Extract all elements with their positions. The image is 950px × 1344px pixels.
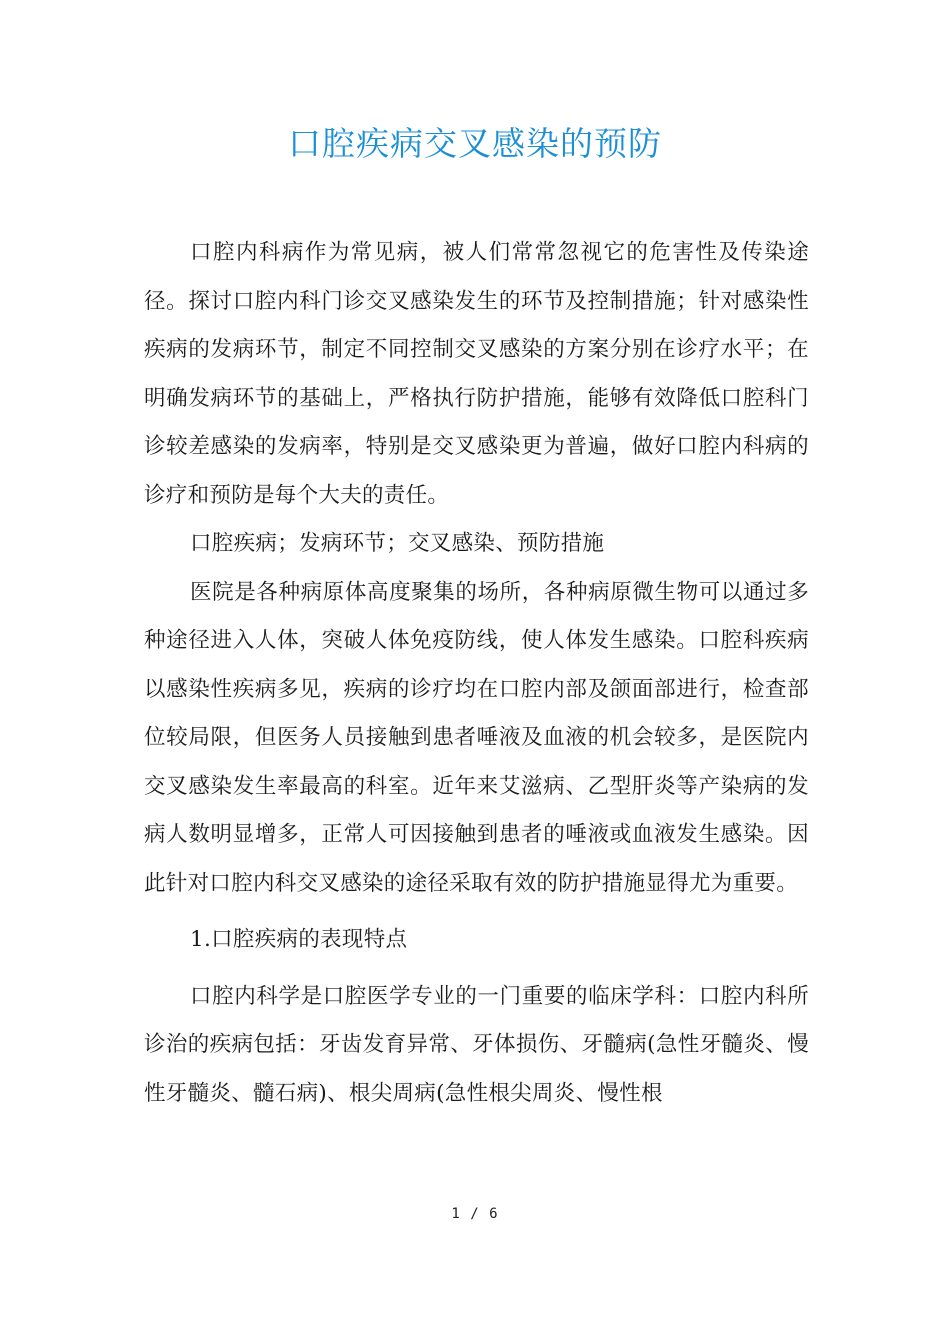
document-body <box>144 229 809 1118</box>
page-indicator: 1 / 6 <box>451 1206 499 1222</box>
abstract-paragraph: 口腔内科病作为常见病，被人们常常忽视它的危害性及传染途径。探讨口腔内科门诊交叉感染发生的环节及控制措施；针对感染性疾病的发病环节，制定不同控制交叉感染的方案分别在诊疗水平；在明确发病环节的基础上，严格执行防护措施，能够有效降低口腔科门诊较差感染的发病率，特别是交叉感染更为普遍，做好口腔内科病的诊疗和预防是每个大夫的责任。 <box>144 240 809 508</box>
intro-paragraph: 医院是各种病原体高度聚集的场所，各种病原微生物可以通过多种途径进入人体，突破人体免疫防线，使人体发生感染。口腔科疾病以感染性疾病多见，疾病的诊疗均在口腔内部及颌面部进行，检查部位较局限，但医务人员接触到患者唾液及血液的机会较多，是医院内交叉感染发生率最高的科室。近年来艾滋病、乙型肝炎等产染病的发病人数明显增多，正常人可因接触到患者的唾液或血液发生感染。因此针对口腔内科交叉感染的途径采取有效的防护措施显得尤为重要。 <box>144 579 809 896</box>
document-title: 口腔疾病交叉感染的预防 <box>288 124 662 163</box>
section-heading: 1.口腔疾病的表现特点 <box>190 927 408 952</box>
section-paragraph: 口腔内科学是口腔医学专业的一门重要的临床学科：口腔内科所诊治的疾病包括：牙齿发育异常、牙体损伤、牙髓病(急性牙髓炎、慢性牙髓炎、髓石病)、根尖周病(急性根尖周炎、慢性根 <box>144 983 809 1106</box>
keywords-paragraph: 口腔疾病；发病环节；交叉感染、预防措施 <box>190 531 605 556</box>
